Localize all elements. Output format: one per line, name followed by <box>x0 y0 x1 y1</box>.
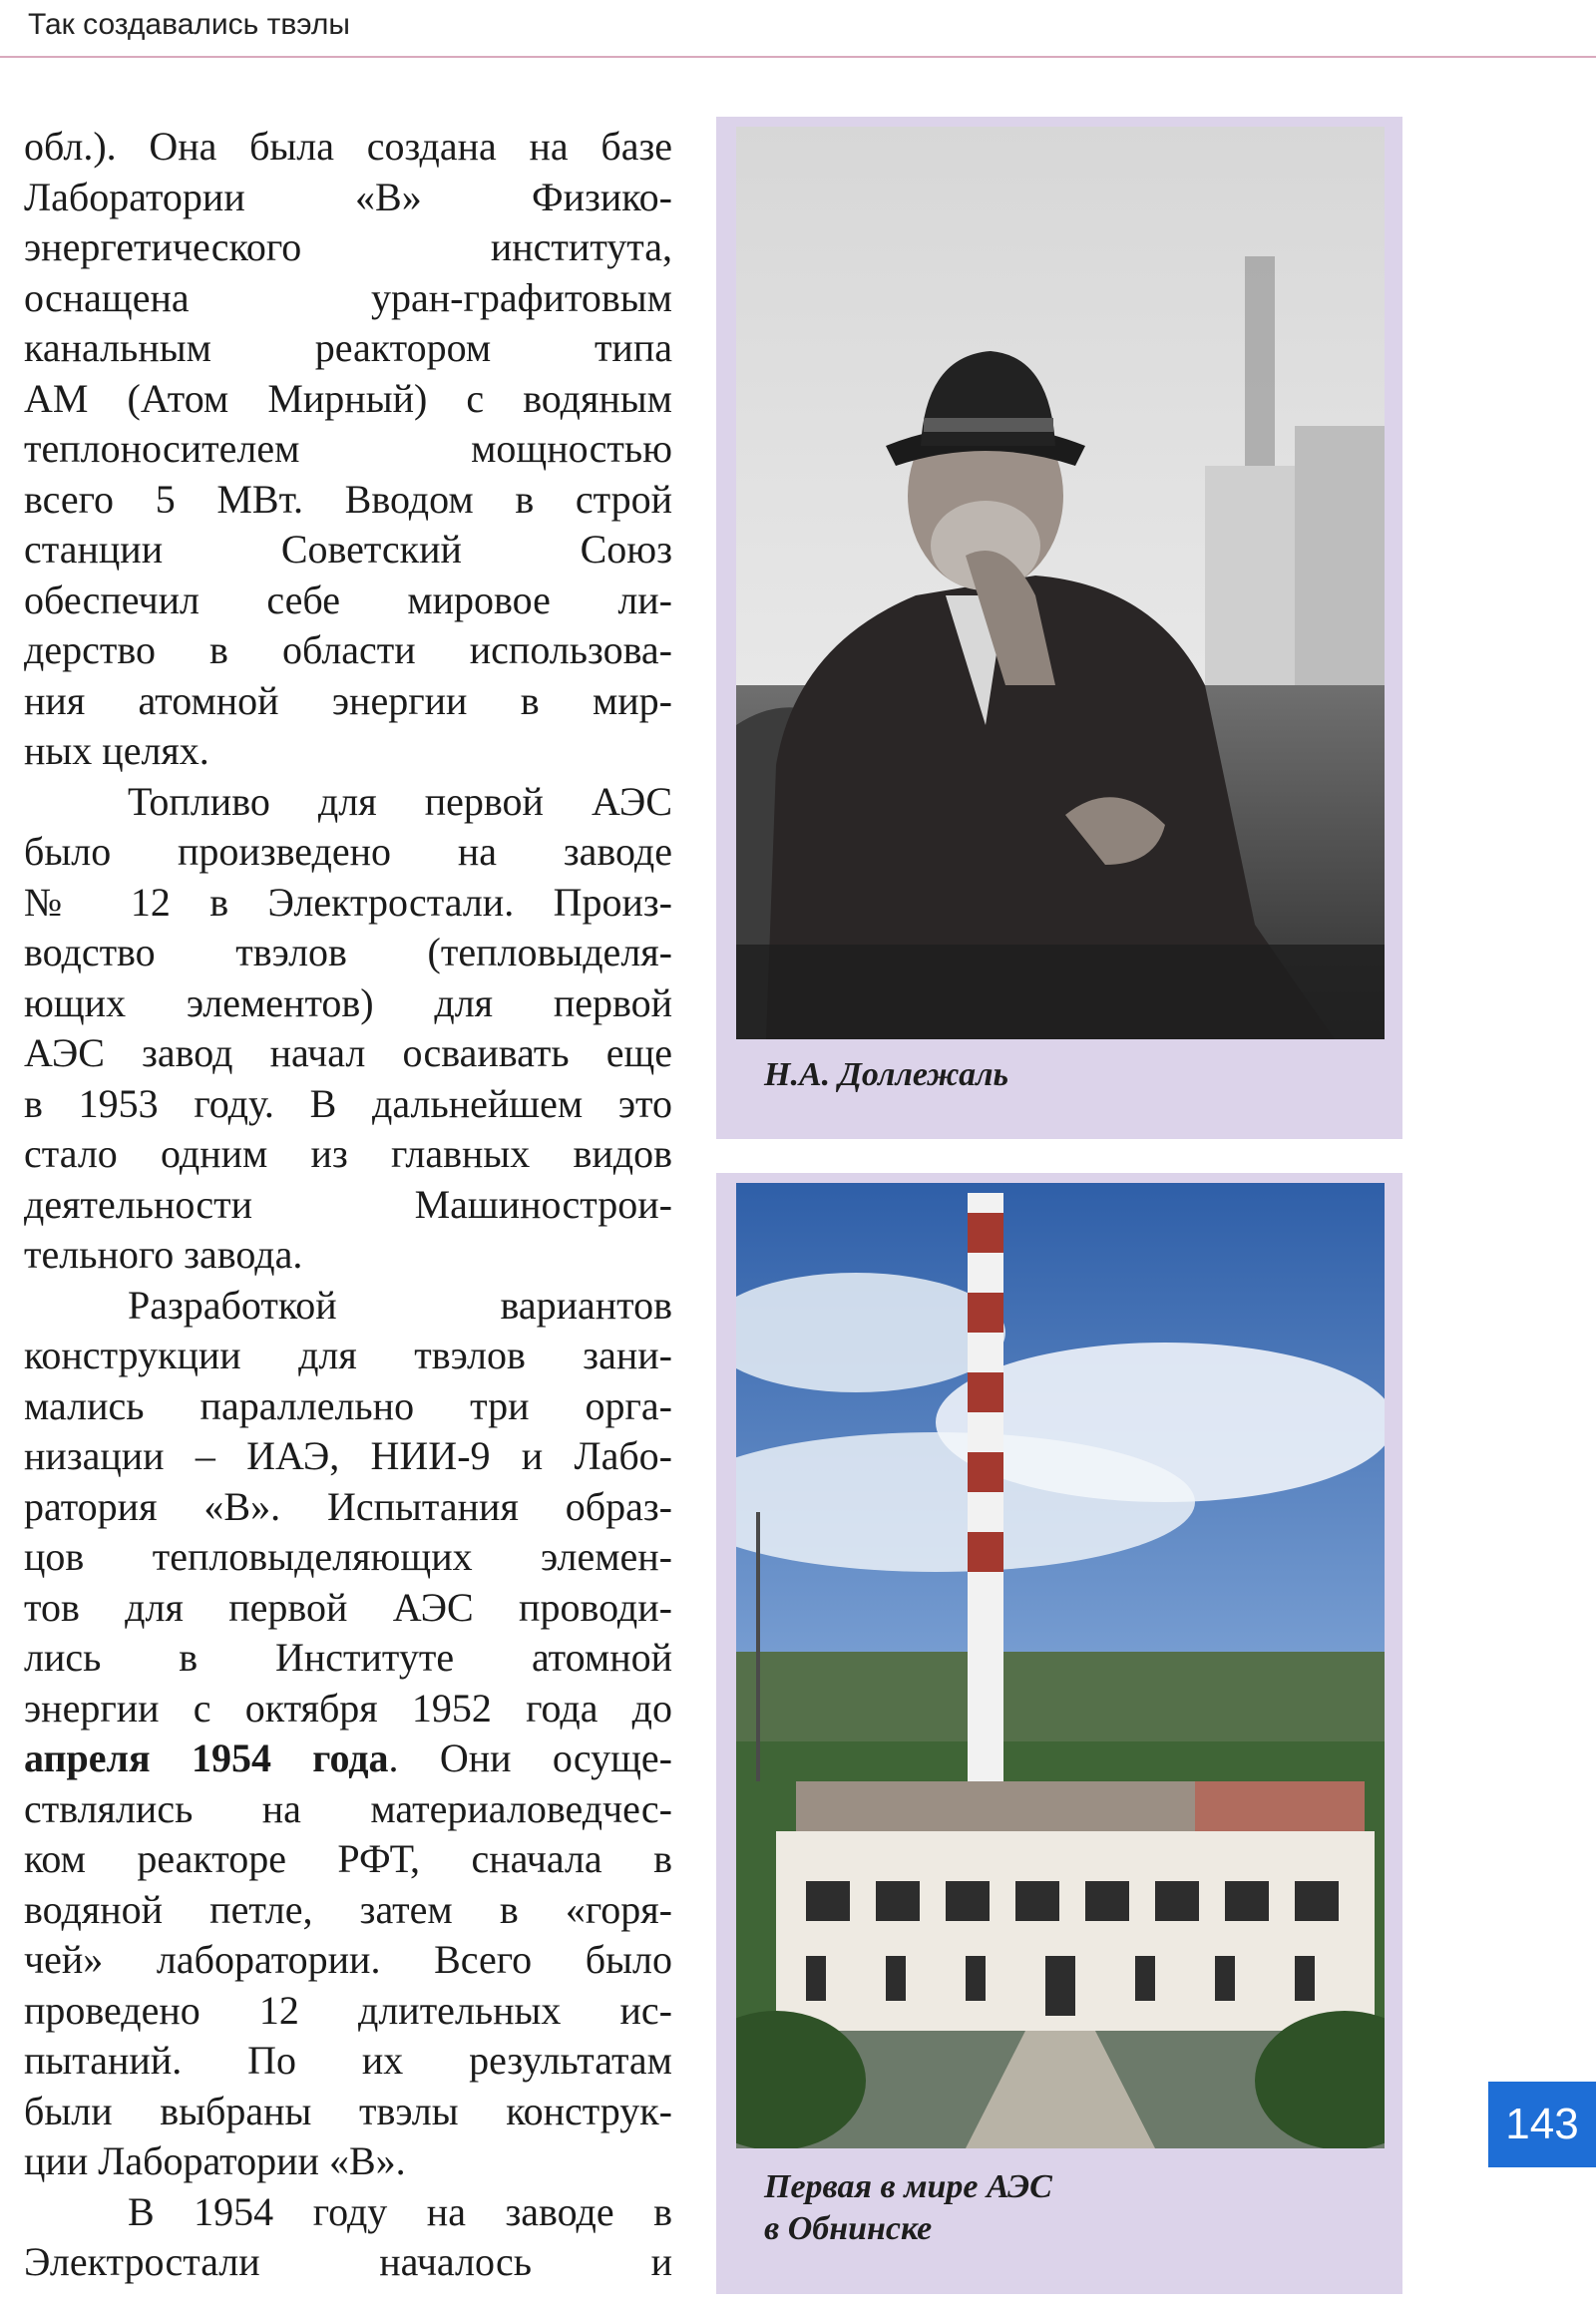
caption-line: Первая в мире АЭС <box>764 2168 1052 2205</box>
text-line: дерство в области использова- <box>24 627 672 672</box>
text-line: обл.). Она была создана на базе <box>24 124 672 169</box>
text-line: в 1953 году. В дальнейшем это <box>24 1080 672 1126</box>
text-line: проведено 12 длительных ис- <box>24 1987 672 2033</box>
text-line: было произведено на заводе <box>24 829 672 874</box>
caption-line: в Обнинске <box>764 2210 933 2247</box>
text-line: были выбраны твэлы конструк- <box>24 2088 672 2133</box>
bold-phrase: апреля 1954 года <box>24 1735 389 1780</box>
text-line: конструкции для твэлов зани- <box>24 1333 672 1377</box>
running-header <box>0 0 1596 58</box>
figure-nuclear-plant <box>716 1173 1402 2294</box>
text-line: ции Лаборатории «В». <box>24 2138 406 2183</box>
text-line: тельного завода. <box>24 1232 303 1277</box>
text-line: энергетического института, <box>24 224 672 269</box>
text-line: мались параллельно три орга- <box>24 1382 672 1428</box>
text-line: стало одним из главных видов <box>24 1131 672 1176</box>
text-fragment: . Они осуще- <box>388 1735 672 1780</box>
text-line: энергии с октября 1952 года до <box>24 1685 672 1731</box>
text-line <box>24 1733 672 1784</box>
text-line: ратория «В». Испытания образ- <box>24 1483 672 1529</box>
text-line: ных целях. <box>24 728 209 773</box>
nuclear-plant-photo <box>736 1183 1385 2148</box>
portrait-photo <box>736 127 1385 1039</box>
text-line: ком реакторе РФТ, сначала в <box>24 1836 672 1881</box>
text-line: ющих элементов) для первой <box>24 979 672 1025</box>
text-line: обеспечил себе мировое ли- <box>24 577 672 622</box>
body-text <box>24 122 672 2288</box>
text-line: тов для первой АЭС проводи- <box>24 1584 672 1630</box>
caption-line: Н.А. Доллежаль <box>764 1056 1009 1093</box>
text-line: низации – ИАЭ, НИИ-9 и Лабо- <box>24 1433 672 1478</box>
text-line: Разработкой вариантов <box>128 1282 672 1328</box>
text-line: деятельности Машинострои- <box>24 1181 672 1227</box>
text-line: Лаборатории «В» Физико- <box>24 174 672 219</box>
text-line: АЭС завод начал осваивать еще <box>24 1030 672 1075</box>
text-line: водяной петле, затем в «горя- <box>24 1886 672 1932</box>
text-line: Топливо для первой АЭС <box>128 778 672 824</box>
text-line: станции Советский Союз <box>24 527 672 572</box>
text-line: оснащена уран-графитовым <box>24 274 672 320</box>
text-line: всего 5 МВт. Вводом в строй <box>24 476 672 522</box>
text-line: ствлялись на материаловедчес- <box>24 1785 672 1831</box>
text-line: пытаний. По их результатам <box>24 2038 672 2083</box>
text-line: водство твэлов (тепловыделя- <box>24 930 672 974</box>
text-line: В 1954 году на заводе в <box>128 2188 672 2234</box>
figure-caption <box>764 1054 1008 1096</box>
text-line: № 12 в Электростали. Произ- <box>24 879 672 925</box>
text-line: теплоносителем мощностью <box>24 426 672 471</box>
text-line: чей» лаборатории. Всего было <box>24 1937 672 1982</box>
text-line: лись в Институте атомной <box>24 1635 672 1680</box>
text-line: Электростали началось и <box>24 2239 672 2284</box>
text-line: канальным реактором типа <box>24 325 672 370</box>
figure-caption <box>764 2166 1052 2250</box>
text-line: АМ (Атом Мирный) с водяным <box>24 375 672 421</box>
running-title: Так создавались твэлы <box>28 8 350 41</box>
text-line: цов тепловыделяющих элемен- <box>24 1534 672 1579</box>
text-line: ния атомной энергии в мир- <box>24 677 672 723</box>
figure-portrait <box>716 117 1402 1139</box>
page-number: 143 <box>1488 2082 1596 2167</box>
